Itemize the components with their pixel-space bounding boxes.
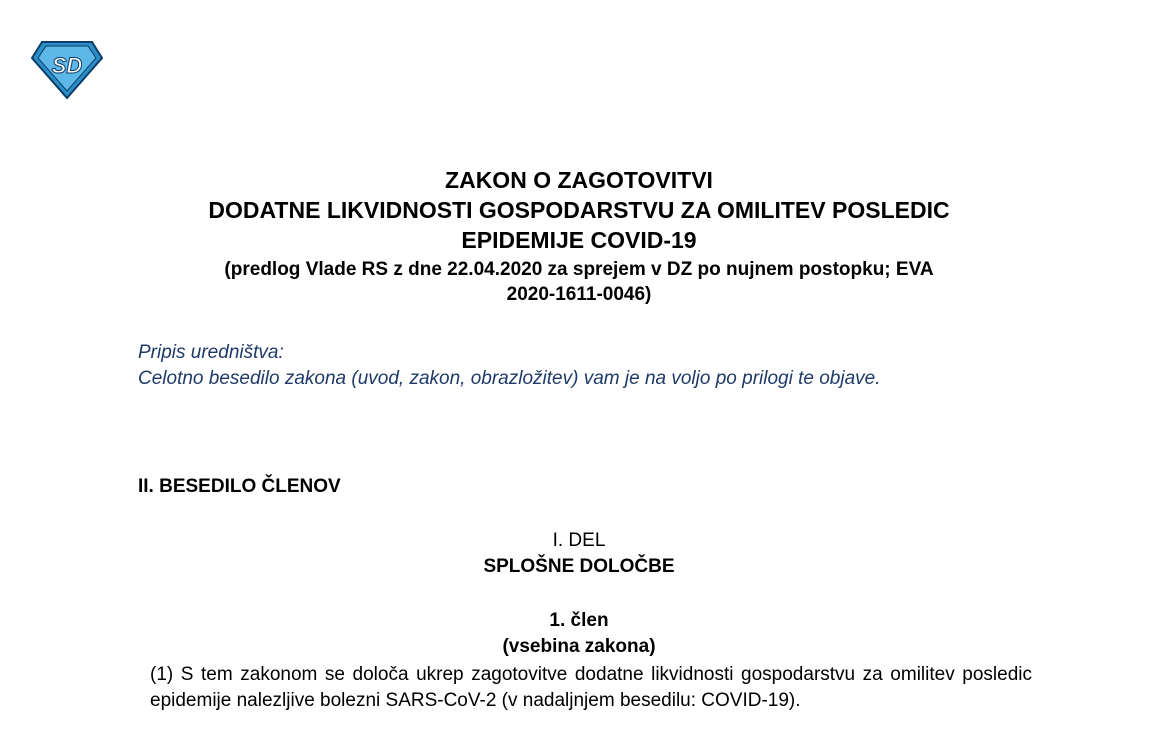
title-line-1: ZAKON O ZAGOTOVITVI [445, 167, 713, 193]
part-title: SPLOŠNE DOLOČBE [483, 556, 675, 577]
subtitle-line-2: 2020-1611-0046) [506, 284, 652, 305]
editorial-note-heading: Pripis uredništva: [138, 342, 284, 363]
part-heading [138, 528, 1020, 580]
subtitle-line-1: (predlog Vlade RS z dne 22.04.2020 za sprejem v DZ po nujnem postopku; EVA [224, 259, 934, 280]
svg-text:SD: SD [51, 53, 83, 78]
editorial-note-text: Celotno besedilo zakona (uvod, zakon, obrazložitev) vam je na voljo po prilogi te objave. [138, 368, 881, 389]
article-paragraph: (1) S tem zakonom se določa ukrep zagotovitve dodatne likvidnosti gospodarstvu za omilitev posledic epidemije nalezljive bolezni SARS-CoV-2 (v nadaljnjem besedilu: COVID-19). [150, 664, 1032, 711]
article-heading [138, 608, 1020, 660]
sd-diamond-logo-icon [30, 40, 104, 100]
document-subtitle [138, 257, 1020, 307]
editorial-note [138, 340, 1020, 392]
title-line-2: DODATNE LIKVIDNOSTI GOSPODARSTVU ZA OMILITEV POSLEDIC [208, 197, 950, 223]
title-line-3: EPIDEMIJE COVID-19 [461, 227, 697, 253]
document-title [138, 165, 1020, 307]
part-number: I. DEL [552, 530, 606, 551]
article-subject: (vsebina zakona) [502, 636, 656, 657]
sd-logo [30, 40, 104, 100]
section-heading: II. BESEDILO ČLENOV [138, 476, 341, 497]
article-number: 1. člen [549, 610, 609, 631]
